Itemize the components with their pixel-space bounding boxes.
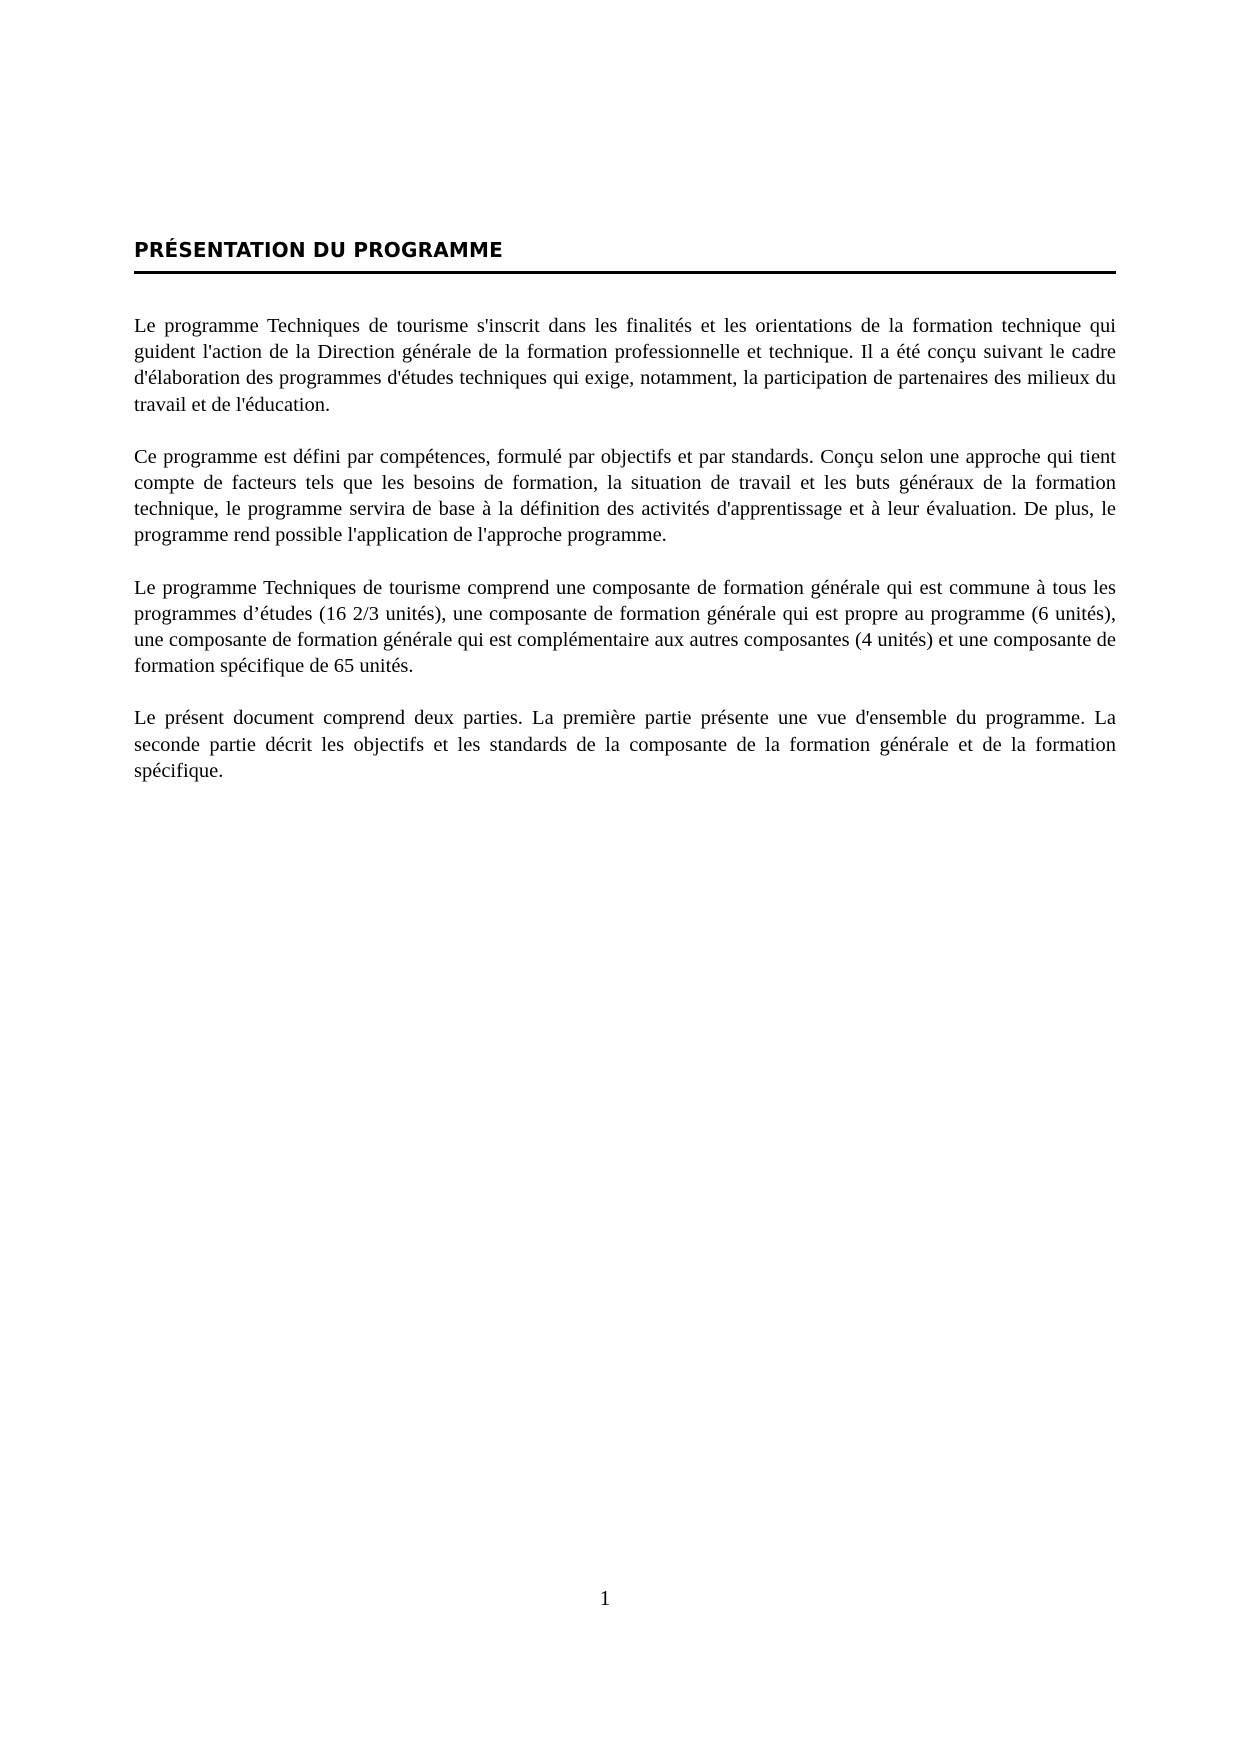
paragraph-2: Ce programme est défini par compétences, formulé par objectifs et par standards. Conçu selon une approche qui tient compte de facteurs tels que les besoins de formation, la situation de travail et les buts généraux de la formation technique, le programme servira de base à la définition des activités d'apprentissage et à leur évaluation. De plus, le programme rend possible l'application de l'approche programme.: [134, 445, 1116, 547]
page-number: 1: [599, 1586, 611, 1610]
paragraph-1: Le programme Techniques de tourisme s'inscrit dans les finalités et les orientations de la formation technique qui guident l'action de la Direction générale de la formation professionnelle et technique. Il a été conçu suivant le cadre d'élaboration des programmes d'études techniques qui exige, notamment, la participation de partenaires des milieux du travail et de l'éducation.: [134, 315, 1116, 416]
heading-underline: [134, 271, 1116, 274]
paragraph-4: Le présent document comprend deux parties. La première partie présente une vue d'ensemble du programme. La seconde partie décrit les objectifs et les standards de la composante de la formation générale et de la formation spécifique.: [134, 707, 1116, 782]
section-heading: PRÉSENTATION DU PROGRAMME: [134, 238, 503, 262]
paragraph-3: Le programme Techniques de tourisme comprend une composante de formation générale qui est commune à tous les programmes d’études (16 2/3 unités), une composante de formation générale qui est propre au programme (6 unités), une composante de formation générale qui est complémentaire aux autres composantes (4 unités) et une composante de formation spécifique de 65 unités.: [134, 576, 1116, 678]
body-text: [134, 313, 1116, 810]
